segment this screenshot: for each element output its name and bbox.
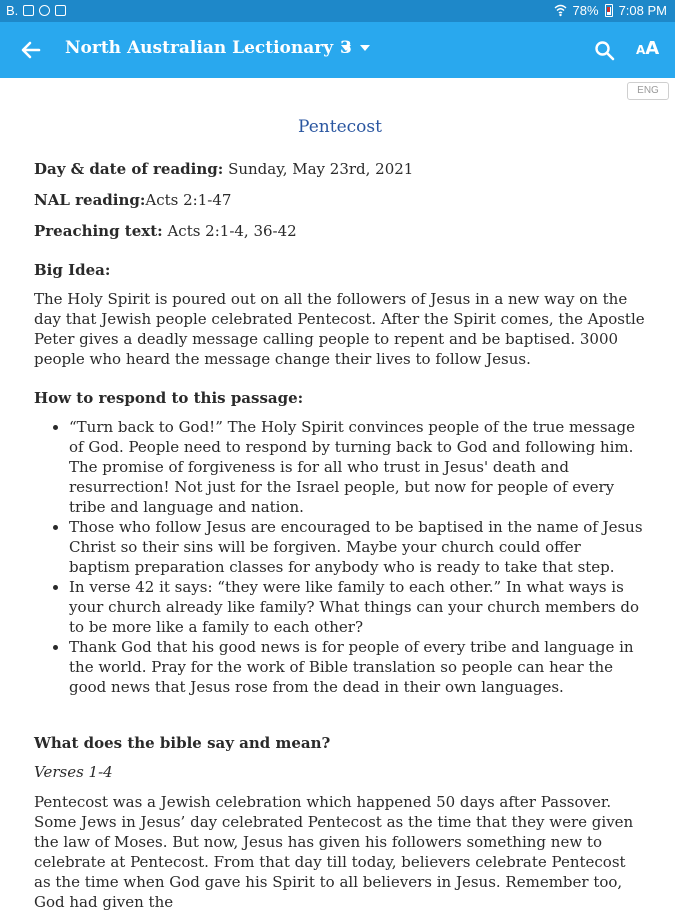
list-item: • Those who follow Jesus are encouraged to be baptised in the name of Jesus Christ so their sins will be forgiven. Maybe your church could offer baptism preparation classes for anybody who is ready to take that step. [69, 517, 646, 577]
chapter-selector[interactable] [340, 38, 370, 58]
language-tag[interactable]: ENG [627, 82, 669, 100]
text-size-button[interactable]: AA [636, 38, 660, 59]
big-idea-text: The Holy Spirit is poured out on all the followers of Jesus in a new way on the day that Jewish people celebrated Pentecost. After the Spirit comes, the Apostle Peter gives a deadly message calling people to repent and be baptised. 3000 people who heard the message change their lives to follow Jesus. [34, 290, 645, 368]
app-bar [0, 22, 675, 78]
verses-text: Pentecost was a Jewish celebration which happened 50 days after Passover. Some Jews in Jesus’ day celebrated Pentecost as the time that they were given the law of Moses. But now, Jesus has given his followers something new to celebrate at Pentecost. From that day till today, believers celebrate Pentecost as the time when God gave his Spirit to all believers in Jesus. Remember too, God had given the [34, 793, 634, 911]
respond-heading: How to respond to this passage: [34, 389, 304, 407]
status-time: 7:08 PM [618, 3, 667, 18]
gallery-icon [55, 5, 66, 16]
search-button[interactable] [592, 38, 618, 64]
list-item: • Thank God that his good news is for people of every tribe and language in the world. Pray for the work of Bible translation so people can hear the good news that Jesus rose from the dead in their own languages. [69, 637, 646, 697]
verses-label: Verses 1-4 [34, 763, 113, 781]
preaching-text [34, 221, 646, 241]
big-idea-heading: Big Idea: [34, 261, 111, 279]
field-label: Preaching text: [34, 222, 163, 240]
nal-reading [34, 190, 646, 210]
list-item: • “Turn back to God!” The Holy Spirit convinces people of the true message of God. People need to respond by turning back to God and following him. The promise of forgiveness is for all who trust in Jesus' death and resurrection! Not just for the Israel people, but now for people of every tribe and language and nation. [69, 417, 646, 517]
status-bar [0, 0, 675, 22]
arrow-back-icon [16, 35, 46, 65]
reading-content [34, 112, 646, 922]
battery-icon [605, 4, 613, 17]
field-value: Sunday, May 23rd, 2021 [223, 160, 414, 178]
wifi-icon [554, 4, 567, 17]
bible-heading: What does the bible say and mean? [34, 734, 331, 752]
field-value: Acts 2:1-4, 36-42 [162, 222, 297, 240]
status-label: B. [6, 3, 19, 18]
search-icon [592, 38, 618, 64]
book-title: North Australian Lectionary [65, 38, 334, 58]
book-selector[interactable] [65, 38, 351, 58]
image-icon [23, 5, 34, 16]
dropdown-icon [360, 45, 370, 51]
chapter-number: 3 [340, 38, 352, 58]
back-button[interactable] [16, 35, 46, 65]
reading-date [34, 159, 646, 179]
battery-percent: 78% [572, 3, 599, 18]
list-item: • In verse 42 it says: “they were like family to each other.” In what ways is your church already like family? What things can your church members do to be more like a family to each other? [69, 577, 646, 637]
field-label: NAL reading: [34, 191, 146, 209]
field-label: Day & date of reading: [34, 160, 224, 178]
field-value: Acts 2:1-47 [145, 191, 232, 209]
respond-list [51, 417, 646, 697]
sync-icon [39, 5, 50, 16]
text-size-icon: A [636, 43, 646, 57]
status-right [554, 3, 667, 18]
status-left [6, 3, 66, 18]
page-title: Pentecost [298, 117, 382, 137]
